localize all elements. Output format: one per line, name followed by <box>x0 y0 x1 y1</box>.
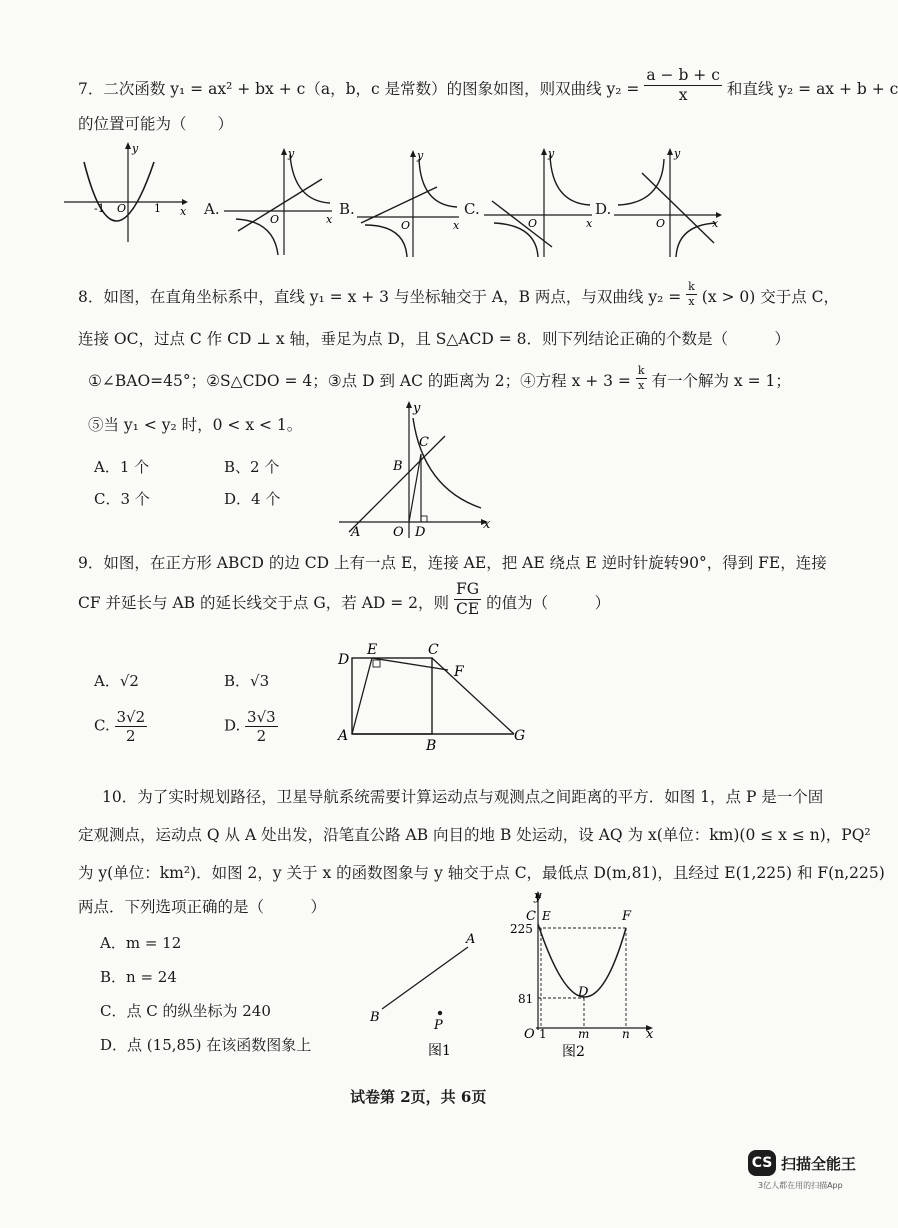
q9-segment-cg <box>432 658 514 734</box>
q7-option-a-label: A. <box>204 200 220 218</box>
q10-fig2-x: x <box>646 1027 654 1042</box>
q9-label-g: G <box>514 728 526 744</box>
q7-a-y: y <box>288 147 295 160</box>
q8-frac-k: k <box>688 280 695 294</box>
q8-label-a: A <box>351 525 361 540</box>
q10-line3: 为 y(单位：km²)．如图 2，y 关于 x 的函数图象与 y 轴交于点 C，最低点 D(m,81)，且经过 E(1,225) 和 F(n,225) <box>78 864 885 882</box>
q9-option-c-frac <box>115 708 148 745</box>
q10-fig2-caption: 图2 <box>562 1044 585 1060</box>
q7-origin: O <box>117 202 127 215</box>
q9-label-d: D <box>338 652 350 668</box>
q10-option-d: D．点 (15,85) 在该函数图象上 <box>100 1036 312 1054</box>
q8-line3a: ①∠BAO=45°；②S△CDO = 4；③点 D 到 AC 的距离为 2；④方程 x + 3 = <box>88 372 631 390</box>
camscanner-brand: 扫描全能王 <box>781 1155 857 1173</box>
q7-fraction <box>644 66 722 104</box>
q8-label-b: B <box>393 459 403 474</box>
q7-option-d-graph <box>612 145 727 260</box>
q8-frac2-x: x <box>638 378 645 392</box>
q10-fig2-f: F <box>622 909 632 924</box>
q10-option-c: C．点 C 的纵坐标为 240 <box>100 1002 271 1020</box>
q9-line2a: CF 并延长与 AB 的延长线交于点 G，若 AD = 2，则 <box>78 594 450 613</box>
q9-frac-den: CE <box>455 599 480 618</box>
q10-line1: 10．为了实时规划路径，卫星导航系统需要计算运动点与观测点之间距离的平方．如图 1，点 P 是一个固 <box>102 788 824 806</box>
q7-line1-tail: 和直线 y₂ = ax + b + c <box>726 80 898 99</box>
q7-c-x: x <box>586 217 593 230</box>
q7-d-x: x <box>712 217 719 230</box>
q7-b-x: x <box>453 219 460 232</box>
q10-fig2-o: O <box>524 1027 535 1042</box>
q9-segment-ef <box>372 658 448 670</box>
q8-label-x: x <box>483 517 491 532</box>
q7-a-x: x <box>326 213 333 226</box>
q10-fig2-d: D <box>578 985 589 1000</box>
q9-option-c-den: 2 <box>126 727 136 745</box>
q7-option-c-graph <box>482 145 597 260</box>
q9-figure <box>334 640 534 752</box>
q8-line1a: 8．如图，在直角坐标系中，直线 y₁ = x + 3 与坐标轴交于 A，B 两点，与双曲线 y₂ = <box>78 288 682 306</box>
q8-label-c: C <box>419 435 429 450</box>
q10-figure2 <box>500 888 660 1063</box>
q10-line2: 定观测点，运动点 Q 从 A 处出发，沿笔直公路 AB 向目的地 B 处运动，设 AQ 为 x(单位：km)(0 ≤ x ≤ n)，PQ² <box>78 826 871 844</box>
q7-a-o: O <box>270 213 280 226</box>
q7-line2: 的位置可能为（ ） <box>78 115 234 133</box>
q10-label-p: P <box>434 1018 443 1033</box>
q8-line3b: 有一个解为 x = 1； <box>651 372 791 390</box>
q10-figure1 <box>360 925 490 1060</box>
q8-line1b: (x > 0) 交于点 C， <box>701 288 840 306</box>
q10-option-a: A．m = 12 <box>100 934 182 952</box>
q7-b-y: y <box>417 149 424 162</box>
q8-line1 <box>78 280 840 308</box>
q7-b-o: O <box>401 219 411 232</box>
q8-frac-x: x <box>688 294 695 308</box>
q9-option-d-frac <box>245 708 278 745</box>
q8-line4: ⑤当 y₁ < y₂ 时，0 < x < 1。 <box>88 416 303 434</box>
q9-label-a: A <box>338 728 349 744</box>
q10-fig2-81: 81 <box>518 992 534 1006</box>
q8-segment-oc <box>409 454 421 522</box>
q7-tick-neg1: -1 <box>94 202 105 215</box>
q8-frac2 <box>636 364 647 391</box>
q9-option-d-label: D. <box>224 716 241 735</box>
q7-y-label: y <box>132 142 139 155</box>
q7-frac-num: a − b + c <box>646 66 720 84</box>
q9-option-b: B．√3 <box>224 672 270 690</box>
q8-option-a: A．1 个 <box>94 458 150 476</box>
q9-option-d <box>224 708 278 745</box>
q10-fig2-y: y <box>534 889 542 904</box>
q8-line3 <box>88 364 791 392</box>
q8-label-y: y <box>413 401 421 416</box>
q8-frac2-k: k <box>637 364 645 378</box>
q9-segment-ae <box>352 658 372 734</box>
q8-line-ac <box>349 436 445 532</box>
q10-fig2-c: C <box>526 909 536 924</box>
q7-frac-den: x <box>678 85 688 104</box>
q8-option-b: B、2 个 <box>224 458 280 476</box>
q7-option-b-label: B. <box>339 200 355 218</box>
q8-frac-k-x <box>686 280 697 307</box>
q9-line2 <box>78 580 611 618</box>
q7-parabola-figure <box>62 140 192 245</box>
q7-c-o: O <box>528 217 538 230</box>
q10-label-a: A <box>466 932 476 947</box>
q9-square <box>352 658 432 734</box>
q9-line1: 9．如图，在正方形 ABCD 的边 CD 上有一点 E，连接 AE，把 AE 绕点 E 逆时针旋转90°，得到 FE，连接 <box>78 554 827 572</box>
q9-label-c: C <box>428 642 439 658</box>
q9-label-f: F <box>454 664 464 680</box>
q9-label-e: E <box>367 642 378 658</box>
q10-fig2-1: 1 <box>539 1027 547 1041</box>
q10-fig2-225: 225 <box>510 922 533 936</box>
q8-option-c: C．3 个 <box>94 490 150 508</box>
q8-option-d: D．4 个 <box>224 490 281 508</box>
q7-line1 <box>78 66 898 104</box>
q10-line4: 两点．下列选项正确的是（ ） <box>78 898 327 916</box>
q10-fig2-e: E <box>542 909 551 923</box>
q7-d-o: O <box>656 217 666 230</box>
q9-line2b: 的值为（ ） <box>486 594 611 613</box>
q7-line1-text: 7．二次函数 y₁ = ax² + bx + c（a，b，c 是常数）的图象如图，则双曲线 y₂ = <box>78 80 640 99</box>
q10-fig1-caption: 图1 <box>428 1043 451 1059</box>
q10-road-ab <box>382 947 468 1009</box>
q9-option-c-label: C. <box>94 716 110 735</box>
q8-hyperbola <box>413 418 481 508</box>
q9-option-d-den: 2 <box>256 727 267 745</box>
q9-frac-num: FG <box>455 580 480 598</box>
camscanner-logo: CS <box>748 1150 776 1176</box>
q10-fig2-n: n <box>622 1027 630 1041</box>
q7-option-a-graph <box>222 145 337 260</box>
q9-option-a: A．√2 <box>94 672 139 690</box>
q7-c-y: y <box>548 147 555 160</box>
q8-line2: 连接 OC，过点 C 作 CD ⊥ x 轴，垂足为点 D，且 S△ACD = 8．则下列结论正确的个数是（ ） <box>78 330 791 348</box>
q10-fig2-m: m <box>578 1027 590 1041</box>
q7-x-label: x <box>180 205 187 218</box>
q10-option-b: B．n = 24 <box>100 968 177 986</box>
q7-option-b-graph <box>355 145 465 260</box>
q10-point-p <box>438 1011 442 1015</box>
q10-label-b: B <box>370 1010 380 1025</box>
q9-label-b: B <box>426 738 437 754</box>
q7-y-arrow <box>125 142 131 149</box>
q8-label-o: O <box>393 525 404 540</box>
q9-option-d-num: 3√3 <box>247 708 276 726</box>
q8-label-d: D <box>415 525 426 540</box>
q9-fraction <box>454 580 481 618</box>
page-footer: 试卷第 2页，共 6页 <box>350 1088 487 1106</box>
q7-option-d-label: D. <box>595 200 612 218</box>
q9-option-c <box>94 708 147 745</box>
q7-tick-1: 1 <box>154 202 161 215</box>
q9-option-c-num: 3√2 <box>116 708 146 726</box>
q7-d-y: y <box>674 147 681 160</box>
q8-figure <box>335 398 495 540</box>
q7-option-c-label: C. <box>464 200 480 218</box>
camscanner-slogan: 3亿人都在用的扫描App <box>758 1181 843 1190</box>
